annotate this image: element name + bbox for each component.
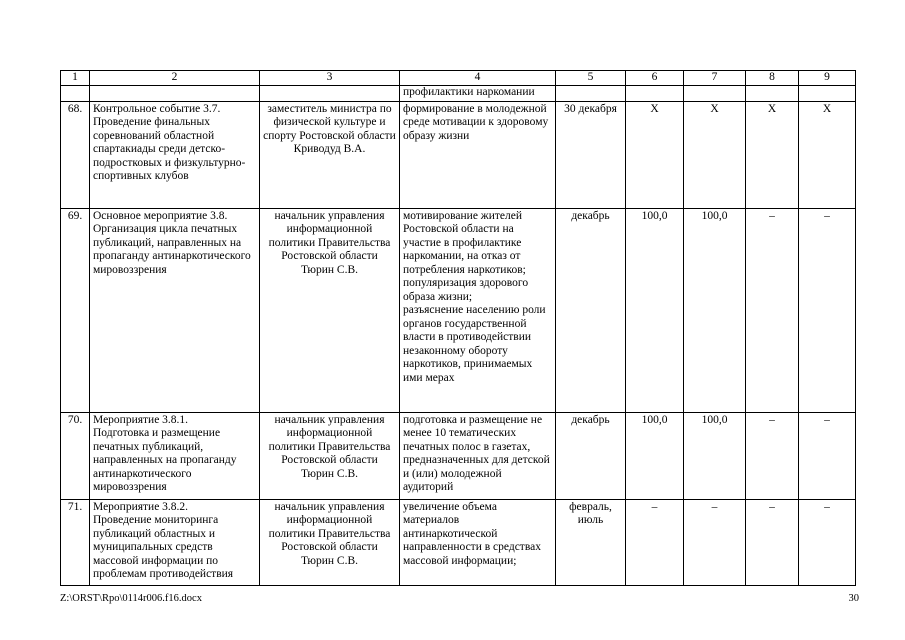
event-name: Основное мероприятие 3.8. Организация цикла печатных публикаций, направленных на пропаганду антинаркотического мировоззрения [90,208,260,412]
expected-result: увеличение объема материалов антинаркотической направленности в средствах массовой информации; [400,499,556,585]
responsible-executor: заместитель министра по физической культуре и спорту Ростовской области Криводуд В.А. [260,101,400,208]
page-number: 30 [848,593,859,604]
row-number: 70. [61,412,90,499]
deadline: 30 декабря [556,101,626,208]
expected-result: мотивирование жителей Ростовской области на участие в профилактике наркомании, на отказ от потребления наркотиков; популяризация здорового образа жизни; разъяснение населению роли органов государственной власти в противодействии незаконному обороту наркотиков, принимаемых ими мерах [400,208,556,412]
expected-result: формирование в молодежной среде мотивации к здоровому образу жизни [400,101,556,208]
col-6-value: 100,0 [626,412,684,499]
row-number: 68. [61,101,90,208]
event-name: Мероприятие 3.8.1. Подготовка и размещение печатных публикаций, направленных на пропаганду антинаркотического мировоззрения [90,412,260,499]
event-name: Мероприятие 3.8.2. Проведение мониторинга публикаций областных и муниципальных средств массовой информации по проблемам противодействия [90,499,260,585]
deadline: февраль, июль [556,499,626,585]
col-6-value: 100,0 [626,208,684,412]
col-8-value: X [746,101,799,208]
col-7-value: – [684,499,746,585]
file-path-footer: Z:\ORST\Rpo\0114r006.f16.docx [60,593,202,604]
continuation-text: профилактики наркомании [400,85,556,101]
col-9-value: X [799,101,856,208]
responsible-executor: начальник управления информационной политики Правительства Ростовской области Тюрин С.В. [260,412,400,499]
column-number: 5 [556,71,626,86]
event-name: Контрольное событие 3.7. Проведение финальных соревнований областной спартакиады среди детско-подростковых и физкультурно-спортивных клубов [90,101,260,208]
column-number: 6 [626,71,684,86]
column-number: 8 [746,71,799,86]
col-7-value: 100,0 [684,412,746,499]
col-7-value: 100,0 [684,208,746,412]
column-number: 4 [400,71,556,86]
responsible-executor: начальник управления информационной политики Правительства Ростовской области Тюрин С.В. [260,208,400,412]
plan-table [60,70,856,586]
col-9-value: – [799,208,856,412]
table-row [61,499,856,585]
deadline: декабрь [556,208,626,412]
continuation-row [61,85,856,101]
table-row [61,101,856,208]
table-row [61,208,856,412]
row-number: 69. [61,208,90,412]
column-number-row [61,71,856,86]
column-number: 7 [684,71,746,86]
col-6-value: – [626,499,684,585]
col-9-value: – [799,499,856,585]
deadline: декабрь [556,412,626,499]
column-number: 1 [61,71,90,86]
row-number: 71. [61,499,90,585]
col-8-value: – [746,412,799,499]
col-8-value: – [746,499,799,585]
column-number: 3 [260,71,400,86]
responsible-executor: начальник управления информационной политики Правительства Ростовской области Тюрин С.В. [260,499,400,585]
expected-result: подготовка и размещение не менее 10 тематических печатных полос в газетах, предназначенных для детской и (или) молодежной аудиторий [400,412,556,499]
col-6-value: X [626,101,684,208]
column-number: 9 [799,71,856,86]
col-8-value: – [746,208,799,412]
col-9-value: – [799,412,856,499]
table-row [61,412,856,499]
column-number: 2 [90,71,260,86]
col-7-value: X [684,101,746,208]
